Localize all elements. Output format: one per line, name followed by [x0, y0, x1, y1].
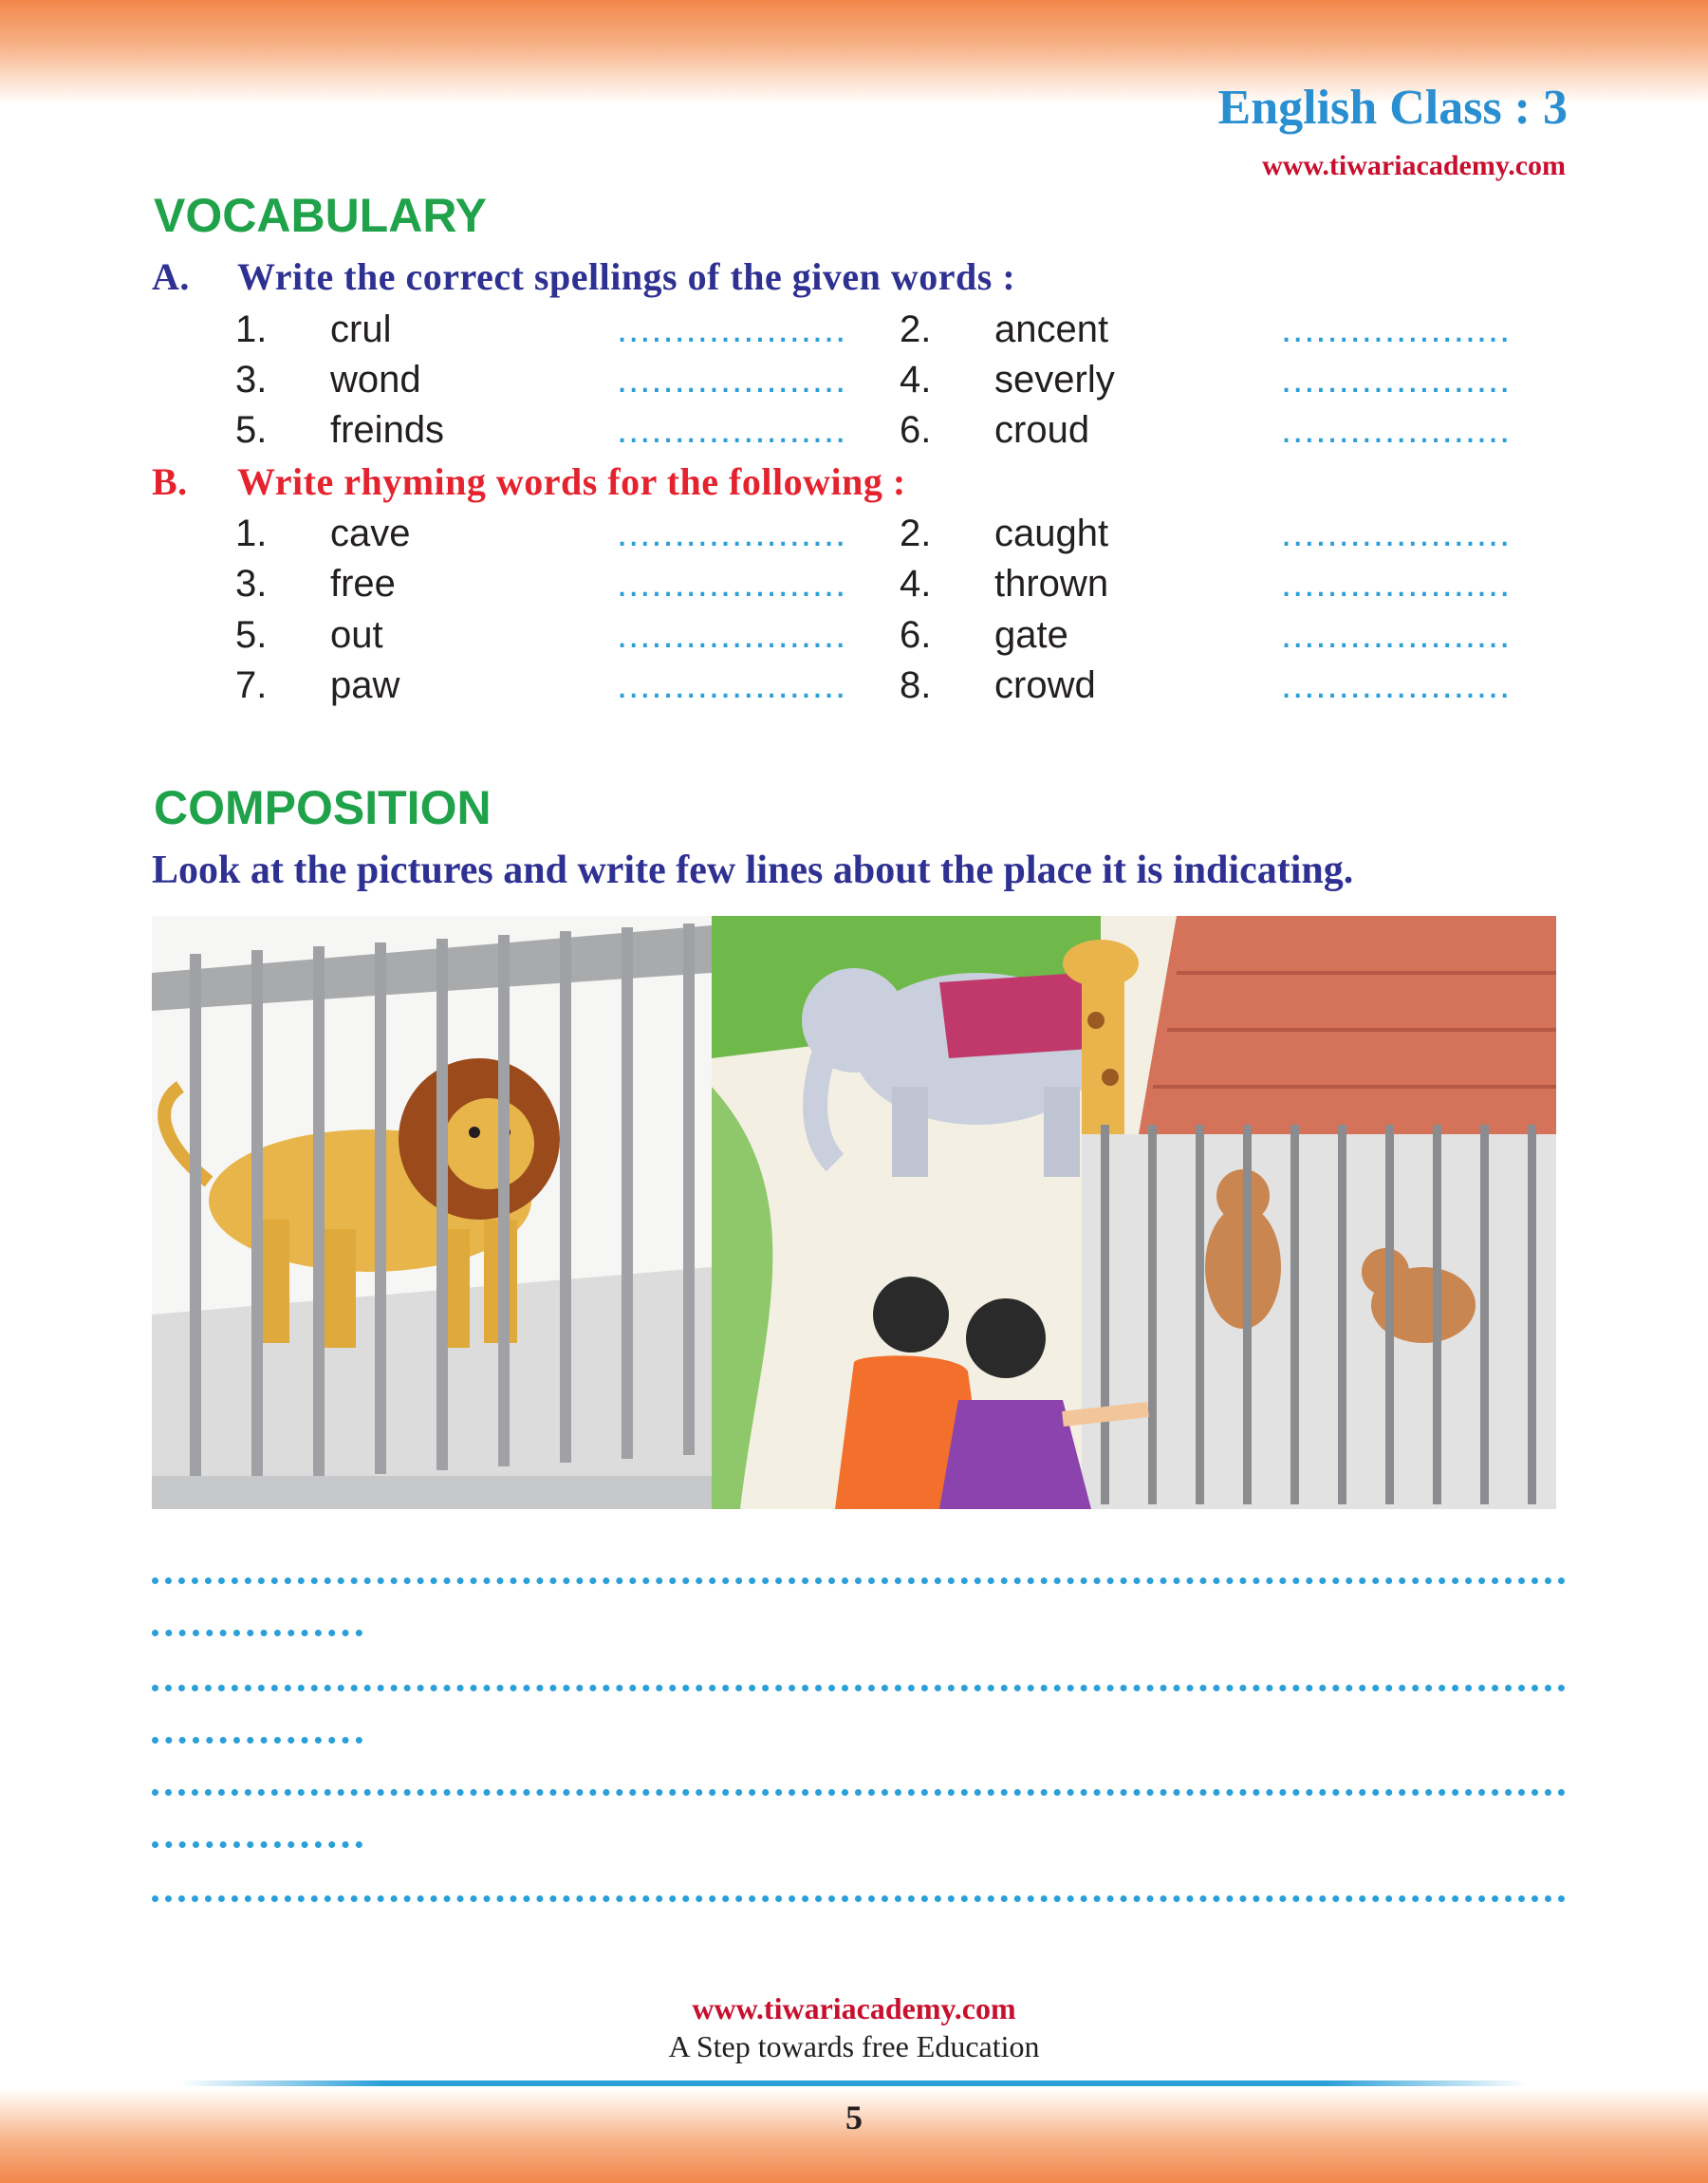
section-b-text: Write rhyming words for the following :: [237, 460, 906, 503]
answer-blank[interactable]: ....................: [617, 409, 847, 451]
answer-blank[interactable]: ....................: [617, 308, 847, 350]
rhyming-row: [0, 513, 1708, 562]
answer-blank[interactable]: ....................: [1281, 563, 1512, 605]
writing-line[interactable]: [152, 1770, 1566, 1796]
answer-blank[interactable]: ....................: [617, 359, 847, 401]
item-number: 8.: [900, 664, 932, 706]
answer-blank[interactable]: ....................: [617, 614, 847, 656]
prompt-word: cave: [330, 513, 411, 554]
footer-divider: [180, 2080, 1528, 2086]
item-number: 3.: [235, 359, 268, 401]
rhyming-row: [0, 614, 1708, 663]
answer-blank[interactable]: ....................: [617, 563, 847, 605]
prompt-word: crowd: [994, 664, 1096, 706]
spelling-row: [0, 308, 1708, 358]
answer-blank[interactable]: ....................: [617, 664, 847, 706]
item-number: 6.: [900, 409, 932, 451]
rhyming-row: [0, 563, 1708, 612]
composition-instruction: Look at the pictures and write few lines about the place it is indicating.: [152, 849, 1354, 892]
page-number: 5: [845, 2099, 863, 2136]
writing-line[interactable]: [152, 1558, 1566, 1584]
prompt-word: paw: [330, 664, 400, 706]
section-a-instruction: [152, 254, 1015, 299]
prompt-word: gate: [994, 614, 1068, 656]
answer-blank[interactable]: ....................: [617, 513, 847, 554]
prompt-word: thrown: [994, 563, 1109, 605]
item-number: 5.: [235, 409, 268, 451]
vocabulary-heading: VOCABULARY: [154, 189, 487, 242]
writing-line[interactable]: [152, 1611, 362, 1636]
prompt-word: out: [330, 614, 383, 656]
writing-line[interactable]: [152, 1822, 362, 1848]
writing-line[interactable]: [152, 1666, 1566, 1691]
spelling-row: [0, 409, 1708, 458]
answer-blank[interactable]: ....................: [1281, 664, 1512, 706]
header-website-url[interactable]: www.tiwariacademy.com: [1262, 150, 1566, 181]
item-number: 1.: [235, 308, 268, 350]
prompt-word: caught: [994, 513, 1109, 554]
section-a-text: Write the correct spellings of the given words :: [237, 255, 1016, 298]
answer-blank[interactable]: ....................: [1281, 614, 1512, 656]
misspelled-word: wond: [330, 359, 421, 401]
item-number: 7.: [235, 664, 268, 706]
item-number: 4.: [900, 359, 932, 401]
misspelled-word: freinds: [330, 409, 445, 451]
item-number: 5.: [235, 614, 268, 656]
prompt-word: free: [330, 563, 396, 605]
item-number: 1.: [235, 513, 268, 554]
footer-tagline: A Step towards free Education: [668, 2029, 1040, 2063]
writing-line[interactable]: [152, 1876, 1566, 1902]
item-number: 6.: [900, 614, 932, 656]
answer-blank[interactable]: ....................: [1281, 513, 1512, 554]
zoo-illustration: [152, 916, 1556, 1509]
header-title: English Class : 3: [1217, 81, 1568, 135]
item-number: 3.: [235, 563, 268, 605]
section-b-instruction: [152, 459, 906, 504]
misspelled-word: severly: [994, 359, 1115, 401]
rhyming-row: [0, 664, 1708, 714]
composition-heading: COMPOSITION: [154, 781, 492, 834]
misspelled-word: croud: [994, 409, 1090, 451]
item-number: 2.: [900, 308, 932, 350]
misspelled-word: ancent: [994, 308, 1109, 350]
item-number: 4.: [900, 563, 932, 605]
section-b-letter: B.: [152, 460, 188, 503]
answer-blank[interactable]: ....................: [1281, 308, 1512, 350]
item-number: 2.: [900, 513, 932, 554]
footer-website-url[interactable]: www.tiwariacademy.com: [692, 1991, 1016, 2025]
answer-blank[interactable]: ....................: [1281, 359, 1512, 401]
spelling-row: [0, 359, 1708, 408]
answer-blank[interactable]: ....................: [1281, 409, 1512, 451]
misspelled-word: crul: [330, 308, 392, 350]
writing-line[interactable]: [152, 1718, 362, 1744]
section-a-letter: A.: [152, 255, 190, 298]
